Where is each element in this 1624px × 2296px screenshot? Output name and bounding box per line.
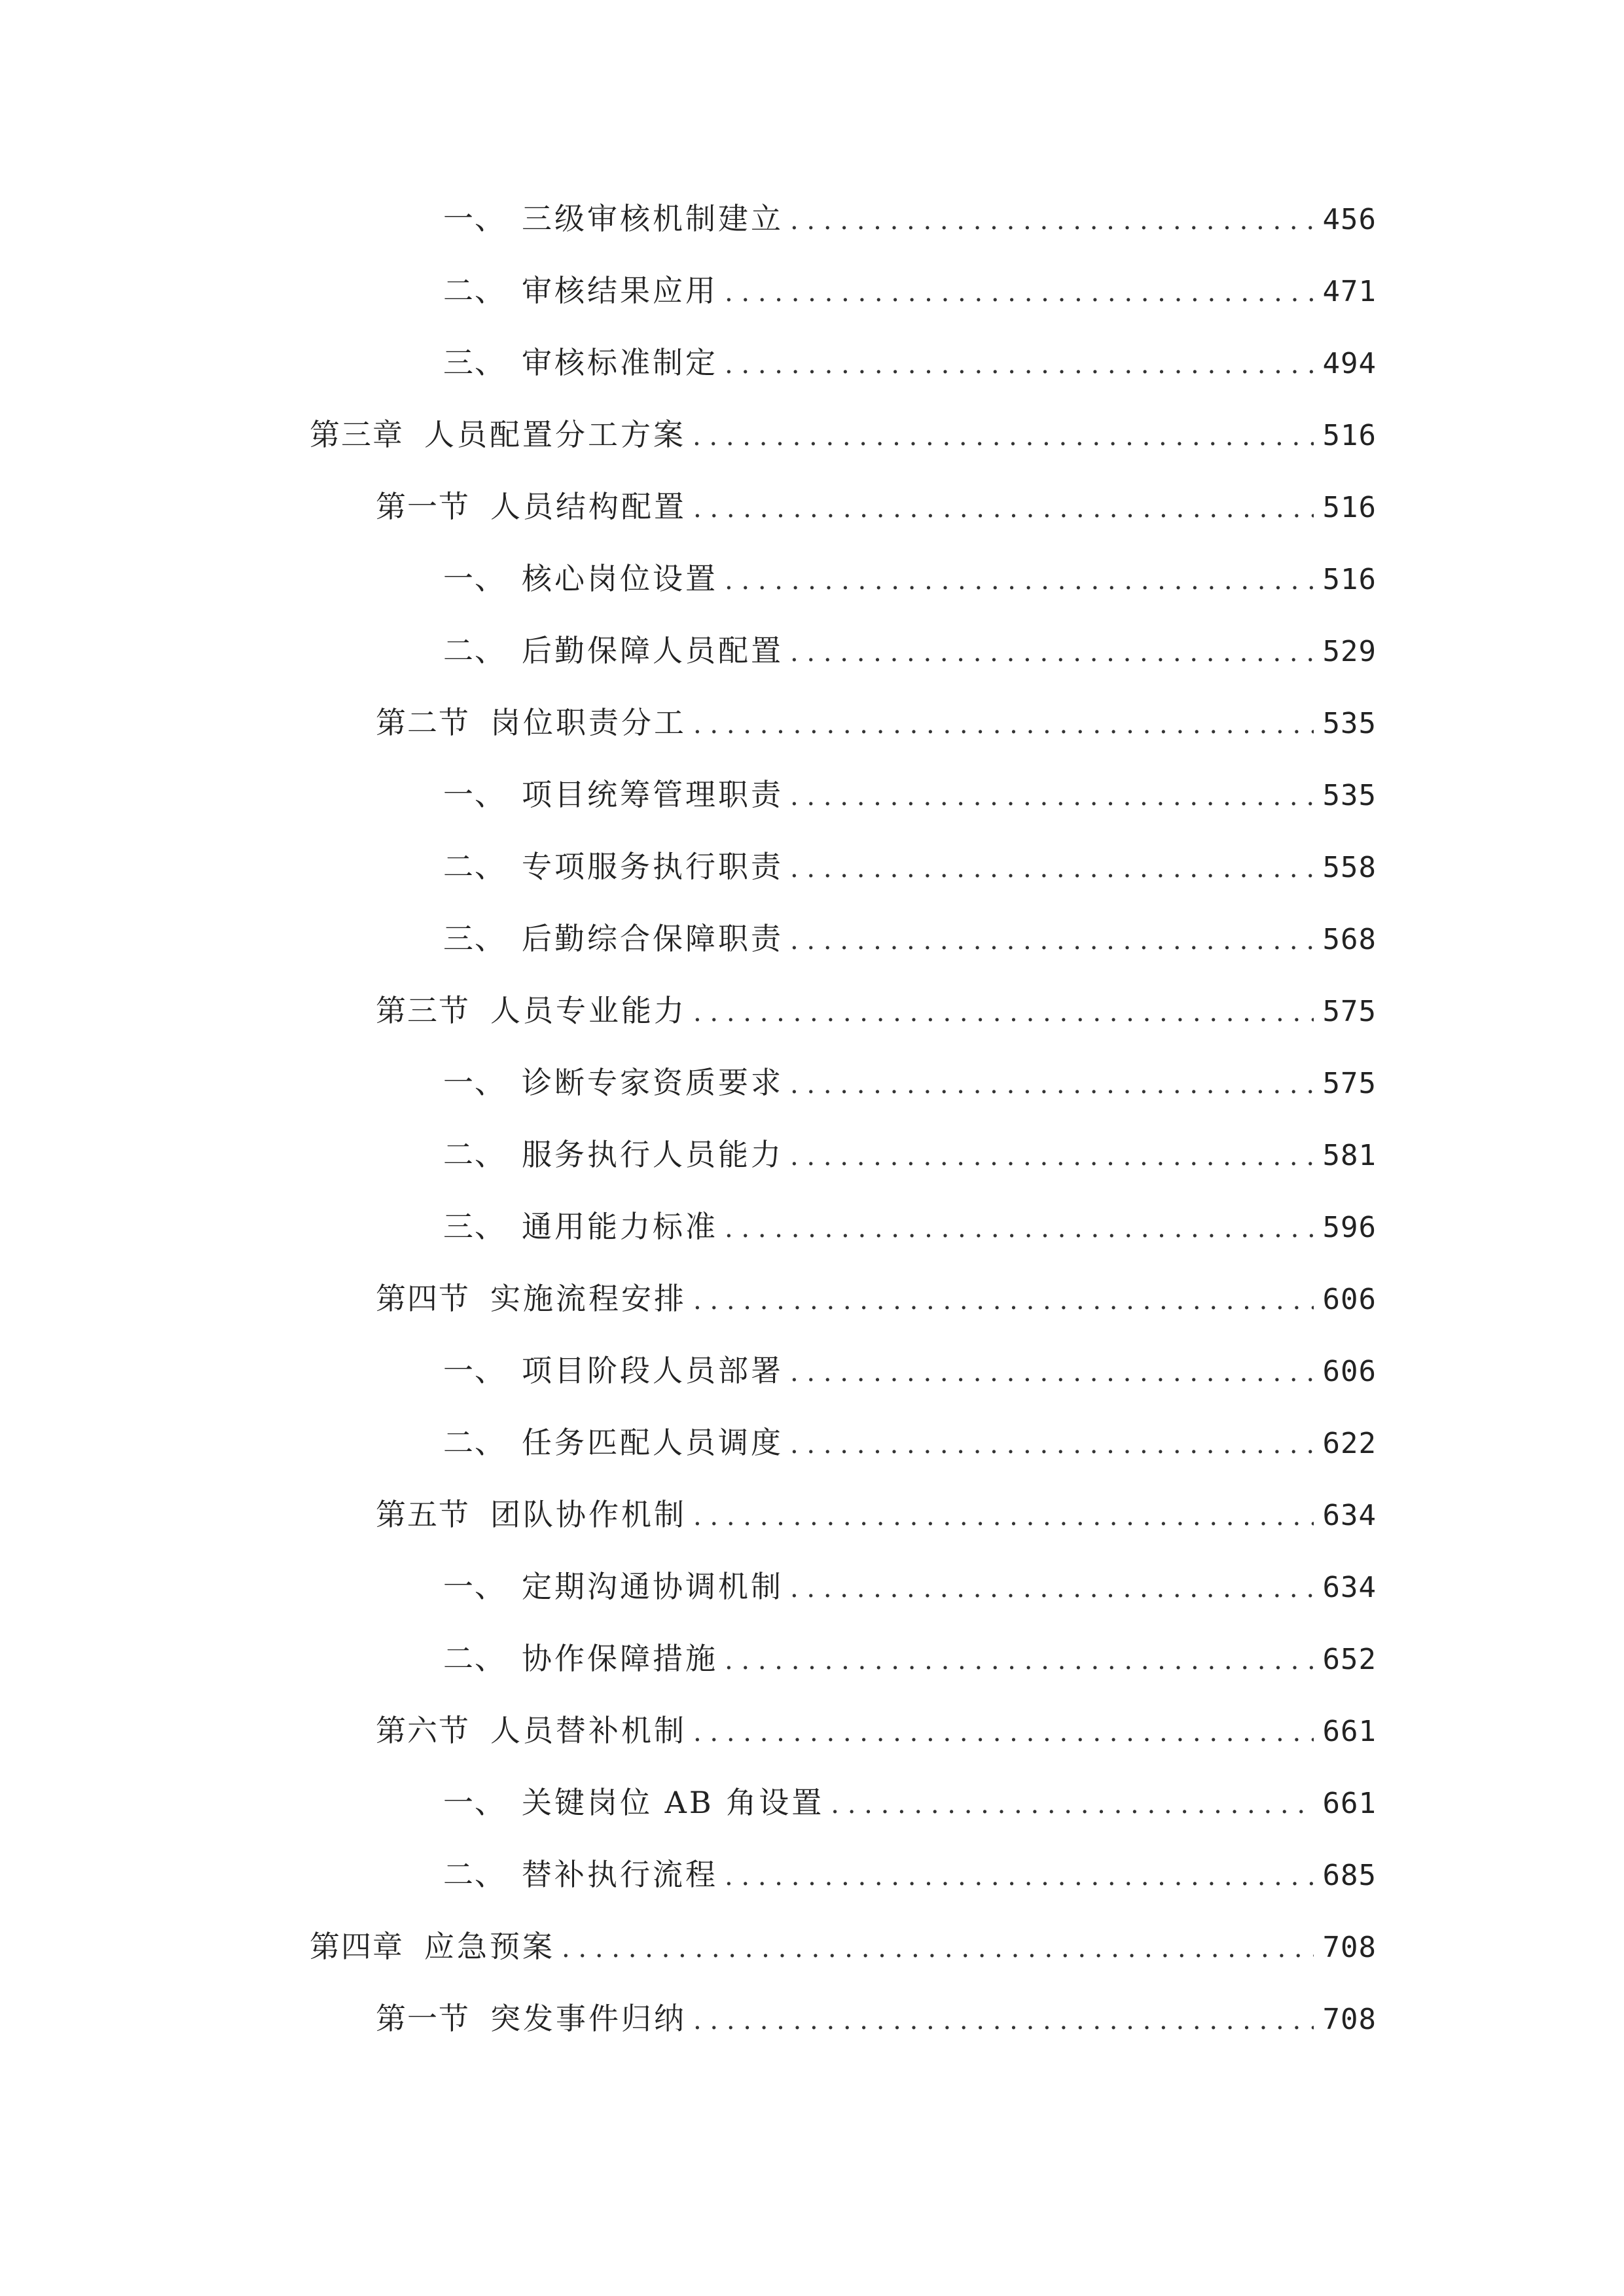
- toc-entry-page: 516: [1322, 419, 1377, 452]
- toc-entry-number: 三、: [443, 345, 506, 380]
- toc-entry-title: 项目统筹管理职责: [522, 777, 784, 812]
- toc-entry[interactable]: [0, 190, 1624, 262]
- toc-entry-page: 471: [1322, 275, 1377, 308]
- dot-leader: [725, 1857, 1314, 1896]
- dot-leader: [725, 561, 1314, 600]
- dot-leader: [790, 849, 1314, 888]
- dot-leader: [693, 705, 1314, 744]
- toc-entry[interactable]: [0, 1342, 1624, 1414]
- toc-entry-number: 三、: [443, 1209, 506, 1244]
- toc-entry-title: 关键岗位 AB 角设置: [522, 1785, 825, 1820]
- toc-entry-page: 575: [1322, 995, 1377, 1028]
- toc-entry-number: 第一节: [376, 2001, 470, 2036]
- toc-entry-title: 诊断专家资质要求: [522, 1065, 784, 1100]
- toc-entry-page: 581: [1322, 1139, 1377, 1172]
- toc-entry-page: 685: [1322, 1859, 1377, 1892]
- toc-entry-number: 一、: [443, 201, 506, 236]
- toc-entry[interactable]: [0, 1558, 1624, 1630]
- toc-entry[interactable]: [0, 550, 1624, 622]
- toc-entry-number: 第五节: [376, 1497, 470, 1532]
- dot-leader: [831, 1785, 1313, 1824]
- toc-entry-title: 人员结构配置: [490, 489, 687, 524]
- toc-entry-title: 岗位职责分工: [490, 705, 687, 740]
- dot-leader: [693, 993, 1314, 1032]
- toc-entry-title: 后勤保障人员配置: [522, 633, 784, 668]
- dot-leader: [790, 777, 1314, 816]
- toc-section-entry[interactable]: [0, 1486, 1624, 1558]
- toc-entry-number: 二、: [443, 633, 506, 668]
- dot-leader: [725, 1209, 1314, 1248]
- dot-leader: [725, 273, 1314, 312]
- toc-section-entry[interactable]: [0, 1702, 1624, 1774]
- toc-entry-number: 第三章: [310, 417, 404, 452]
- toc-entry-title: 替补执行流程: [522, 1857, 718, 1892]
- dot-leader: [725, 1641, 1314, 1680]
- toc-entry-page: 456: [1322, 203, 1377, 236]
- dot-leader: [790, 1353, 1314, 1392]
- toc-entry-title: 协作保障措施: [522, 1641, 718, 1676]
- dot-leader: [693, 417, 1314, 456]
- toc-entry-number: 二、: [443, 1641, 506, 1676]
- toc-section-entry[interactable]: [0, 1990, 1624, 2062]
- toc-entry-title: 审核结果应用: [522, 273, 718, 308]
- toc-entry[interactable]: [0, 1774, 1624, 1846]
- toc-entry[interactable]: [0, 1630, 1624, 1702]
- toc-entry-title: 人员替补机制: [490, 1713, 687, 1748]
- toc-entry-page: 535: [1322, 779, 1377, 812]
- toc-entry-page: 568: [1322, 923, 1377, 956]
- toc-entry-number: 第三节: [376, 993, 470, 1028]
- dot-leader: [790, 921, 1314, 960]
- toc-entry-number: 二、: [443, 1425, 506, 1460]
- toc-entry-title: 人员专业能力: [490, 993, 687, 1028]
- dot-leader: [790, 201, 1314, 240]
- toc-entry-number: 第四章: [310, 1929, 404, 1964]
- toc-entry-page: 661: [1322, 1715, 1377, 1748]
- toc-entry-page: 634: [1322, 1499, 1377, 1532]
- toc-entry-number: 三、: [443, 921, 506, 956]
- toc-entry-number: 第六节: [376, 1713, 470, 1748]
- toc-entry-title: 项目阶段人员部署: [522, 1353, 784, 1388]
- dot-leader: [790, 1065, 1314, 1104]
- toc-entry-page: 661: [1322, 1787, 1377, 1820]
- toc-section-entry[interactable]: [0, 1270, 1624, 1342]
- toc-entry-number: 二、: [443, 1137, 506, 1172]
- toc-entry-number: 二、: [443, 849, 506, 884]
- toc-entry-title: 定期沟通协调机制: [522, 1569, 784, 1604]
- dot-leader: [725, 345, 1314, 384]
- toc-entry-number: 二、: [443, 1857, 506, 1892]
- toc-entry-title: 专项服务执行职责: [522, 849, 784, 884]
- toc-entry-title: 核心岗位设置: [522, 561, 718, 596]
- toc-entry-page: 606: [1322, 1283, 1377, 1316]
- toc-entry-title: 任务匹配人员调度: [522, 1425, 784, 1460]
- toc-entry-number: 一、: [443, 777, 506, 812]
- toc-entry-title: 通用能力标准: [522, 1209, 718, 1244]
- toc-entry-page: 634: [1322, 1571, 1377, 1604]
- toc-section-entry[interactable]: [0, 694, 1624, 766]
- toc-entry-title: 应急预案: [424, 1929, 555, 1964]
- toc-section-entry[interactable]: [0, 982, 1624, 1054]
- toc-section-entry[interactable]: [0, 478, 1624, 550]
- toc-entry[interactable]: [0, 910, 1624, 982]
- toc-entry[interactable]: [0, 334, 1624, 406]
- toc-entry-page: 529: [1322, 635, 1377, 668]
- toc-entry-title: 后勤综合保障职责: [522, 921, 784, 956]
- dot-leader: [562, 1929, 1314, 1968]
- toc-entry-page: 606: [1322, 1355, 1377, 1388]
- toc-chapter-entry[interactable]: [0, 1918, 1624, 1990]
- toc-entry[interactable]: [0, 766, 1624, 838]
- toc-chapter-entry[interactable]: [0, 406, 1624, 478]
- toc-entry-number: 一、: [443, 1569, 506, 1604]
- toc-entry-page: 516: [1322, 491, 1377, 524]
- toc-entry-number: 第一节: [376, 489, 470, 524]
- toc-entry-number: 一、: [443, 1353, 506, 1388]
- toc-entry-title: 突发事件归纳: [490, 2001, 687, 2036]
- toc-entry-number: 二、: [443, 273, 506, 308]
- dot-leader: [790, 633, 1314, 672]
- dot-leader: [790, 1569, 1314, 1608]
- toc-entry[interactable]: [0, 1198, 1624, 1270]
- toc-entry-number: 第二节: [376, 705, 470, 740]
- table-of-contents: [0, 190, 1624, 2062]
- toc-entry-page: 575: [1322, 1067, 1377, 1100]
- toc-entry[interactable]: [0, 1054, 1624, 1126]
- toc-entry-title: 人员配置分工方案: [424, 417, 686, 452]
- toc-entry-page: 516: [1322, 563, 1377, 596]
- dot-leader: [693, 2001, 1314, 2040]
- dot-leader: [693, 1281, 1314, 1320]
- dot-leader: [790, 1425, 1314, 1464]
- toc-entry[interactable]: [0, 1126, 1624, 1198]
- toc-entry-title: 三级审核机制建立: [522, 201, 784, 236]
- dot-leader: [693, 1497, 1314, 1536]
- toc-entry[interactable]: [0, 1846, 1624, 1918]
- toc-entry-title: 团队协作机制: [490, 1497, 687, 1532]
- dot-leader: [693, 1713, 1314, 1752]
- toc-entry[interactable]: [0, 1414, 1624, 1486]
- toc-entry-page: 494: [1322, 347, 1377, 380]
- toc-entry-number: 一、: [443, 1065, 506, 1100]
- toc-entry-page: 596: [1322, 1211, 1377, 1244]
- toc-entry-page: 535: [1322, 707, 1377, 740]
- toc-entry[interactable]: [0, 262, 1624, 334]
- dot-leader: [790, 1137, 1314, 1176]
- toc-entry-page: 708: [1322, 2003, 1377, 2036]
- toc-entry[interactable]: [0, 622, 1624, 694]
- toc-entry-title: 审核标准制定: [522, 345, 718, 380]
- toc-entry-number: 一、: [443, 561, 506, 596]
- toc-entry-page: 558: [1322, 851, 1377, 884]
- toc-entry[interactable]: [0, 838, 1624, 910]
- toc-entry-title: 服务执行人员能力: [522, 1137, 784, 1172]
- toc-entry-title: 实施流程安排: [490, 1281, 687, 1316]
- toc-entry-page: 708: [1322, 1931, 1377, 1964]
- toc-entry-page: 622: [1322, 1427, 1377, 1460]
- toc-entry-number: 第四节: [376, 1281, 470, 1316]
- toc-entry-page: 652: [1322, 1643, 1377, 1676]
- dot-leader: [693, 489, 1314, 528]
- toc-entry-number: 一、: [443, 1785, 506, 1820]
